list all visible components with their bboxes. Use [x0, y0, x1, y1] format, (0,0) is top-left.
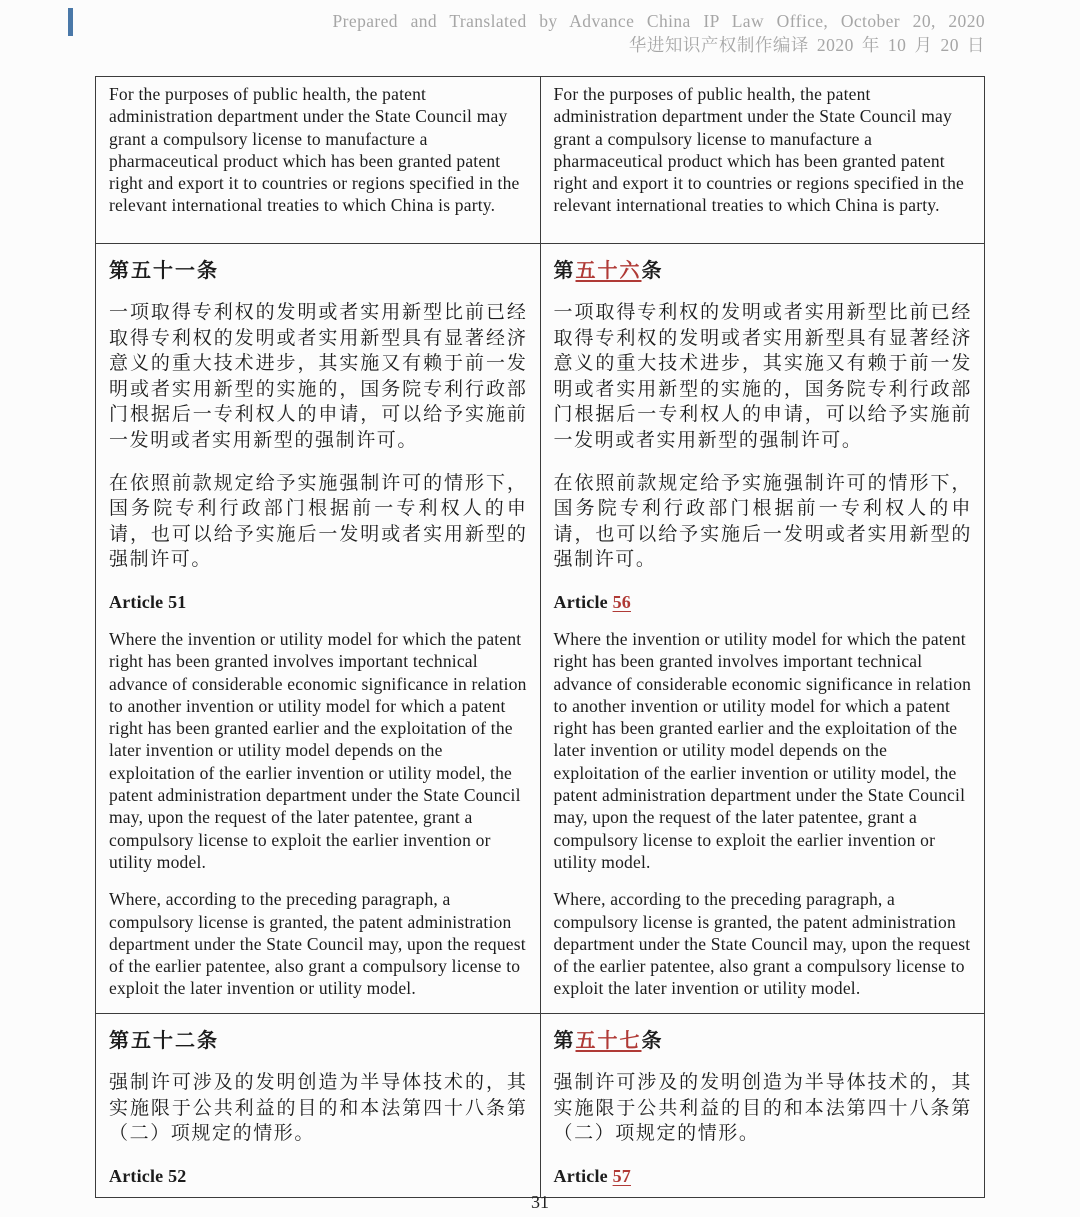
- article-heading-cn: [554, 1024, 973, 1053]
- table-row: [96, 244, 985, 1014]
- heading-prefix: 第: [553, 1030, 576, 1052]
- heading-revision-highlight: 56: [612, 591, 631, 612]
- paragraph-cn: 一项取得专利权的发明或者实用新型比前已经取得专利权的发明或者实用新型具有显著经济意义的重大技术进步，其实施又有赖于前一发明或者实用新型的实施的，国务院专利行政部门根据后一专利权人的申请，可以给予实施前一发明或者实用新型的强制许可。: [109, 302, 528, 451]
- paragraph-en: Where the invention or utility model for which the patent right has been granted involves important technical advance of considerable economic significance in relation to another invention or utility model for which a patent right has been granted earlier and the exploitation of the later invention or utility model depends on the exploitation of the earlier invention or utility model, the patent administration department under the State Council may, upon the request of the later patentee, grant a compulsory license to exploit the earlier invention or utility model.: [553, 628, 972, 872]
- article-heading-cn: 第五十一条: [109, 260, 219, 282]
- article-heading-en: [554, 592, 973, 613]
- heading-suffix: 条: [641, 260, 664, 282]
- paragraph-cn: 在依照前款规定给予实施强制许可的情形下，国务院专利行政部门根据前一专利权人的申请，也可以给予实施后一发明或者实用新型的强制许可。: [553, 472, 972, 571]
- article-heading-en: [554, 1166, 973, 1187]
- cell-old-law-article-51: [96, 244, 541, 1014]
- paragraph-en: Where the invention or utility model for which the patent right has been granted involves important technical advance of considerable economic significance in relation to another invention or utility model for which a patent right has been granted earlier and the exploitation of the later invention or utility model depends on the exploitation of the earlier invention or utility model, the patent administration department under the State Council may, upon the request of the later patentee, grant a compulsory license to exploit the earlier invention or utility model.: [109, 628, 527, 872]
- cell-old-law-public-health: [96, 77, 541, 244]
- document-header: [333, 9, 985, 57]
- cell-new-law-article-57: [540, 1014, 985, 1198]
- paragraph-en: Where, according to the preceding paragraph, a compulsory license is granted, the patent administration department under the State Council may, upon the request of the earlier patentee, also grant a compulsory license to exploit the later invention or utility model.: [109, 889, 526, 999]
- header-line-english: Prepared and Translated by Advance China IP Law Office, October 20, 2020: [332, 11, 985, 31]
- paragraph-en: For the purposes of public health, the patent administration department under the State Council may grant a compulsory license to manufacture a pharmaceutical product which has been granted patent right and export it to countries or regions specified in the relevant international treaties to which China is party.: [109, 84, 520, 216]
- page-number: 31: [531, 1192, 549, 1212]
- table-row: [96, 77, 985, 244]
- paragraph-cn: 强制许可涉及的发明创造为半导体技术的，其实施限于公共利益的目的和本法第四十八条第（二）项规定的情形。: [109, 1072, 528, 1145]
- paragraph-cn: 在依照前款规定给予实施强制许可的情形下，国务院专利行政部门根据前一专利权人的申请，也可以给予实施后一发明或者实用新型的强制许可。: [109, 472, 528, 571]
- paragraph-en: For the purposes of public health, the patent administration department under the State Council may grant a compulsory license to manufacture a pharmaceutical product which has been granted patent right and export it to countries or regions specified in the relevant international treaties to which China is party.: [553, 84, 965, 216]
- paragraph-cn: 强制许可涉及的发明创造为半导体技术的，其实施限于公共利益的目的和本法第四十八条第（二）项规定的情形。: [553, 1072, 972, 1145]
- cell-new-law-public-health: [540, 77, 985, 244]
- heading-revision-highlight: 五十七: [575, 1030, 642, 1052]
- cell-old-law-article-52: [96, 1014, 541, 1198]
- paragraph-cn: 一项取得专利权的发明或者实用新型比前已经取得专利权的发明或者实用新型具有显著经济意义的重大技术进步，其实施又有赖于前一发明或者实用新型的实施的，国务院专利行政部门根据后一专利权人的申请，可以给予实施前一发明或者实用新型的强制许可。: [553, 302, 972, 451]
- paragraph-en: Where, according to the preceding paragraph, a compulsory license is granted, the patent administration department under the State Council may, upon the request of the earlier patentee, also grant a compulsory license to exploit the later invention or utility model.: [553, 889, 971, 999]
- article-heading-en: Article 51: [109, 591, 187, 612]
- heading-prefix: 第: [553, 260, 576, 282]
- heading-revision-highlight: 57: [612, 1165, 631, 1186]
- heading-suffix: 条: [641, 1030, 664, 1052]
- cell-new-law-article-56: [540, 244, 985, 1014]
- article-heading-en: Article 52: [109, 1165, 187, 1186]
- heading-prefix: Article: [553, 1165, 613, 1186]
- accent-bar: [68, 8, 73, 36]
- article-heading-cn: [554, 254, 973, 283]
- article-heading-cn: 第五十二条: [109, 1030, 219, 1052]
- heading-revision-highlight: 五十六: [575, 260, 642, 282]
- heading-prefix: Article: [553, 591, 613, 612]
- header-line-chinese: 华进知识产权制作编译 2020 年 10 月 20 日: [628, 35, 985, 55]
- article-comparison-table: [95, 76, 985, 1198]
- table-row: [96, 1014, 985, 1198]
